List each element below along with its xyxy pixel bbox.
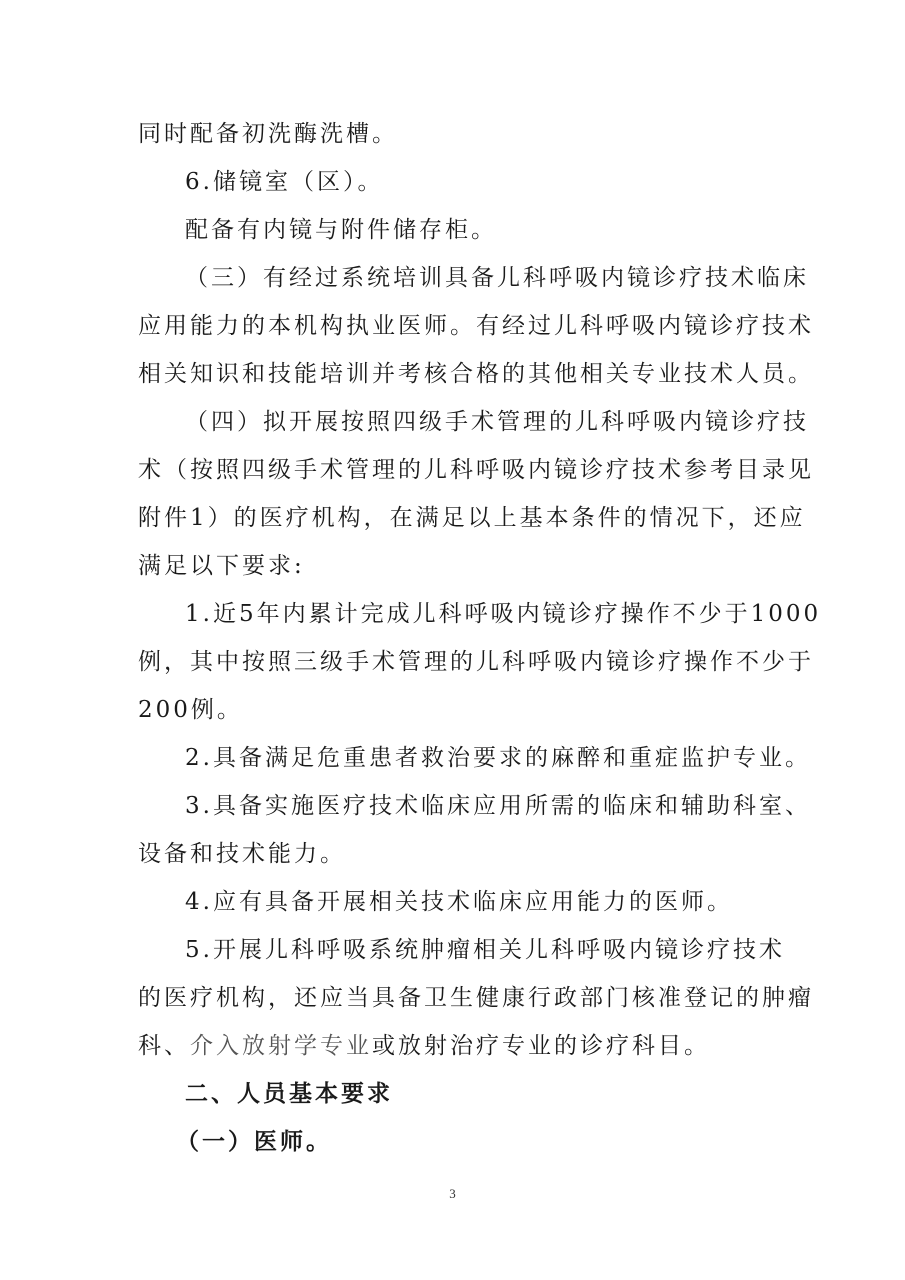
paragraph-line: 附件1）的医疗机构，在满足以上基本条件的情况下，还应 [138, 505, 806, 531]
paragraph-line: 设备和技术能力。 [138, 841, 346, 867]
text-segment-grey: 介入放射学专业 [190, 1033, 372, 1059]
list-item-5: 5.开展儿科呼吸系统肿瘤相关儿科呼吸内镜诊疗技术 [185, 937, 785, 963]
paragraph-line: 同时配备初洗酶洗槽。 [138, 121, 398, 147]
subsection-heading: （一）医师。 [176, 1129, 332, 1155]
page-number: 3 [449, 1186, 456, 1201]
paragraph-line: 200例。 [138, 697, 243, 723]
paragraph-line: （三）有经过系统培训具备儿科呼吸内镜诊疗技术临床 [185, 265, 809, 291]
list-item-3: 3.具备实施医疗技术临床应用所需的临床和辅助科室、 [185, 793, 811, 819]
paragraph-line: （四）拟开展按照四级手术管理的儿科呼吸内镜诊疗技 [185, 409, 809, 435]
list-item-4: 4.应有具备开展相关技术临床应用能力的医师。 [185, 889, 733, 915]
paragraph-line: 配备有内镜与附件储存柜。 [185, 217, 497, 243]
text-segment: 科、 [138, 1033, 190, 1059]
paragraph-line: 满足以下要求: [138, 553, 305, 579]
text-segment: 或放射治疗专业的诊疗科目。 [372, 1033, 710, 1059]
paragraph-line: 术（按照四级手术管理的儿科呼吸内镜诊疗技术参考目录见 [138, 457, 814, 483]
paragraph-line [138, 1030, 778, 1062]
section-heading-storage-room: 6.储镜室（区）。 [185, 169, 384, 195]
paragraph-line: 的医疗机构，还应当具备卫生健康行政部门核准登记的肿瘤 [138, 985, 814, 1011]
list-item-2: 2.具备满足危重患者救治要求的麻醉和重症监护专业。 [185, 745, 811, 771]
list-item-1: 1.近5年内累计完成儿科呼吸内镜诊疗操作不少于1000 [185, 601, 822, 627]
paragraph-line: 应用能力的本机构执业医师。有经过儿科呼吸内镜诊疗技术 [138, 313, 814, 339]
paragraph-line: 例，其中按照三级手术管理的儿科呼吸内镜诊疗操作不少于 [138, 649, 814, 675]
section-heading: 二、人员基本要求 [185, 1081, 393, 1107]
paragraph-line: 相关知识和技能培训并考核合格的其他相关专业技术人员。 [138, 361, 814, 387]
